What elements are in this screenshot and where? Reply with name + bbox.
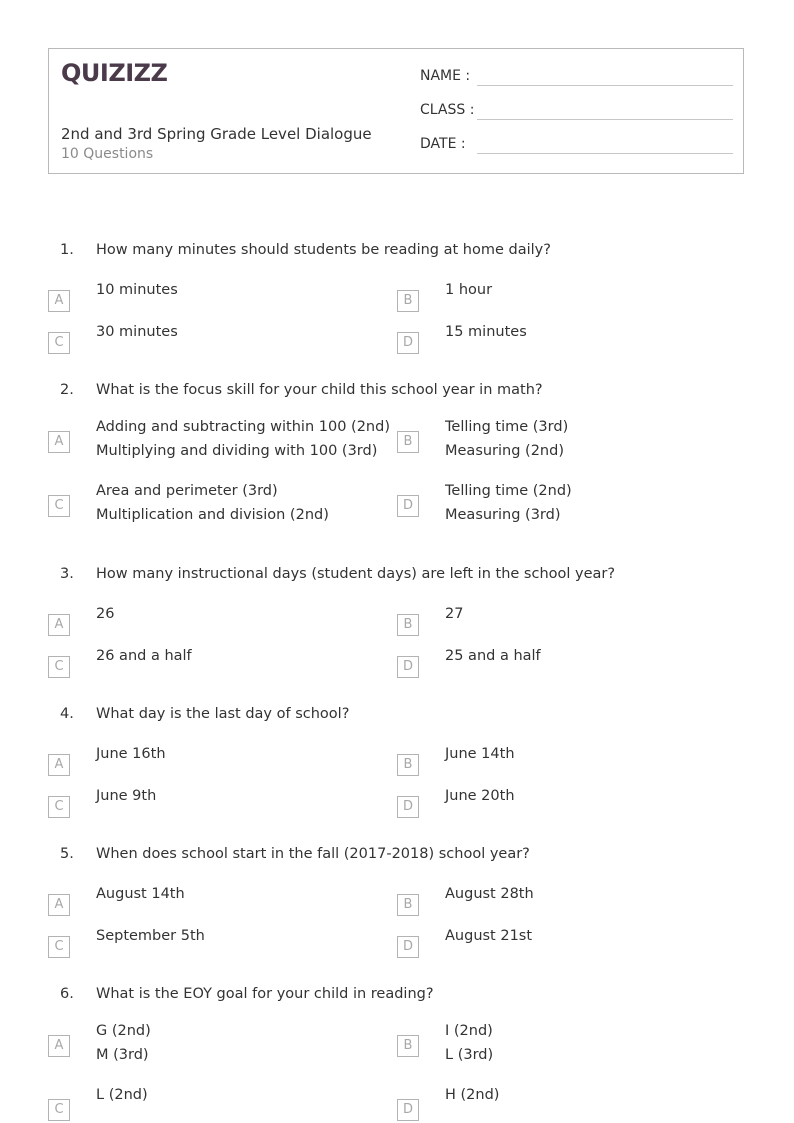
- option-text-line: August 28th: [445, 886, 534, 902]
- question-text: When does school start in the fall (2017-2018) school year?: [96, 846, 530, 862]
- option-letter-box[interactable]: D: [397, 1099, 419, 1121]
- option-text: [445, 1083, 499, 1107]
- option-letter-box[interactable]: A: [48, 614, 70, 636]
- option-text-line: Multiplication and division (2nd): [96, 507, 329, 523]
- option-letter-box[interactable]: C: [48, 1099, 70, 1121]
- question-number: 4.: [60, 706, 74, 722]
- option-text: [445, 742, 515, 766]
- option-text-line: 27: [445, 606, 464, 622]
- option-text-line: 30 minutes: [96, 324, 178, 340]
- option-text: [96, 882, 185, 906]
- option-text-line: June 16th: [96, 746, 166, 762]
- option-text-line: Telling time (3rd): [445, 419, 569, 435]
- option-letter-box[interactable]: C: [48, 332, 70, 354]
- option-text: [96, 479, 329, 527]
- name-line: [477, 85, 733, 86]
- option-text: [445, 644, 541, 668]
- option-letter-box[interactable]: B: [397, 290, 419, 312]
- option-letter-box[interactable]: B: [397, 431, 419, 453]
- option-text-line: M (3rd): [96, 1047, 149, 1063]
- option-letter-box[interactable]: A: [48, 431, 70, 453]
- option-text-line: 10 minutes: [96, 282, 178, 298]
- option-text-line: September 5th: [96, 928, 205, 944]
- question-text: What is the focus skill for your child this school year in math?: [96, 382, 543, 398]
- class-label: CLASS :: [420, 102, 475, 118]
- option-text: [445, 924, 532, 948]
- option-text: [96, 1083, 148, 1107]
- option-text: [96, 784, 156, 808]
- option-letter-box[interactable]: D: [397, 332, 419, 354]
- option-text: [445, 415, 568, 463]
- quizizz-logo: QUIZIZZ: [61, 59, 168, 87]
- option-text-line: Adding and subtracting within 100 (2nd): [96, 419, 390, 435]
- question-number: 1.: [60, 242, 74, 258]
- worksheet-header: [48, 48, 744, 174]
- option-text-line: August 14th: [96, 886, 185, 902]
- class-line: [477, 119, 733, 120]
- option-text-line: L (2nd): [96, 1087, 148, 1103]
- option-text: [445, 602, 463, 626]
- option-text: [96, 924, 205, 948]
- question-text: What is the EOY goal for your child in reading?: [96, 986, 434, 1002]
- option-text: [96, 742, 166, 766]
- option-text-line: G (2nd): [96, 1023, 151, 1039]
- option-text: [96, 644, 192, 668]
- option-text: [445, 882, 534, 906]
- question-number: 6.: [60, 986, 74, 1002]
- option-text-line: August 21st: [445, 928, 533, 944]
- option-text-line: Area and perimeter (3rd): [96, 483, 278, 499]
- option-text: [445, 1019, 493, 1067]
- option-letter-box[interactable]: C: [48, 936, 70, 958]
- question-text: What day is the last day of school?: [96, 706, 350, 722]
- option-text: [96, 415, 390, 463]
- date-label: DATE :: [420, 136, 466, 152]
- option-text-line: Multiplying and dividing with 100 (3rd): [96, 443, 378, 459]
- option-text-line: 1 hour: [445, 282, 493, 298]
- option-letter-box[interactable]: A: [48, 894, 70, 916]
- option-letter-box[interactable]: D: [397, 495, 419, 517]
- option-letter-box[interactable]: B: [397, 894, 419, 916]
- option-text-line: L (3rd): [445, 1047, 494, 1063]
- option-letter-box[interactable]: D: [397, 656, 419, 678]
- option-letter-box[interactable]: D: [397, 796, 419, 818]
- option-letter-box[interactable]: B: [397, 1035, 419, 1057]
- option-text-line: 26: [96, 606, 115, 622]
- option-text: [445, 479, 572, 527]
- question-count: 10 Questions: [61, 146, 154, 162]
- option-text-line: 25 and a half: [445, 648, 541, 664]
- option-text-line: June 14th: [445, 746, 515, 762]
- option-letter-box[interactable]: A: [48, 1035, 70, 1057]
- option-text-line: Measuring (2nd): [445, 443, 564, 459]
- option-letter-box[interactable]: B: [397, 754, 419, 776]
- option-text: [96, 602, 114, 626]
- option-text-line: I (2nd): [445, 1023, 493, 1039]
- date-line: [477, 153, 733, 154]
- question-text: How many minutes should students be reading at home daily?: [96, 242, 551, 258]
- option-letter-box[interactable]: C: [48, 656, 70, 678]
- option-letter-box[interactable]: A: [48, 754, 70, 776]
- option-text-line: H (2nd): [445, 1087, 500, 1103]
- option-text-line: Measuring (3rd): [445, 507, 561, 523]
- option-text-line: June 9th: [96, 788, 157, 804]
- option-letter-box[interactable]: C: [48, 495, 70, 517]
- option-letter-box[interactable]: B: [397, 614, 419, 636]
- option-text-line: June 20th: [445, 788, 515, 804]
- option-text-line: 15 minutes: [445, 324, 527, 340]
- option-letter-box[interactable]: C: [48, 796, 70, 818]
- question-number: 2.: [60, 382, 74, 398]
- option-letter-box[interactable]: D: [397, 936, 419, 958]
- option-text: [445, 320, 527, 344]
- option-text: [96, 278, 178, 302]
- question-number: 5.: [60, 846, 74, 862]
- question-number: 3.: [60, 566, 74, 582]
- name-label: NAME :: [420, 68, 471, 84]
- option-text: [96, 1019, 151, 1067]
- worksheet-title: 2nd and 3rd Spring Grade Level Dialogue: [61, 125, 372, 143]
- option-text: [445, 784, 515, 808]
- option-text: [445, 278, 492, 302]
- option-letter-box[interactable]: A: [48, 290, 70, 312]
- option-text: [96, 320, 178, 344]
- question-text: How many instructional days (student days) are left in the school year?: [96, 566, 616, 582]
- option-text-line: Telling time (2nd): [445, 483, 572, 499]
- option-text-line: 26 and a half: [96, 648, 192, 664]
